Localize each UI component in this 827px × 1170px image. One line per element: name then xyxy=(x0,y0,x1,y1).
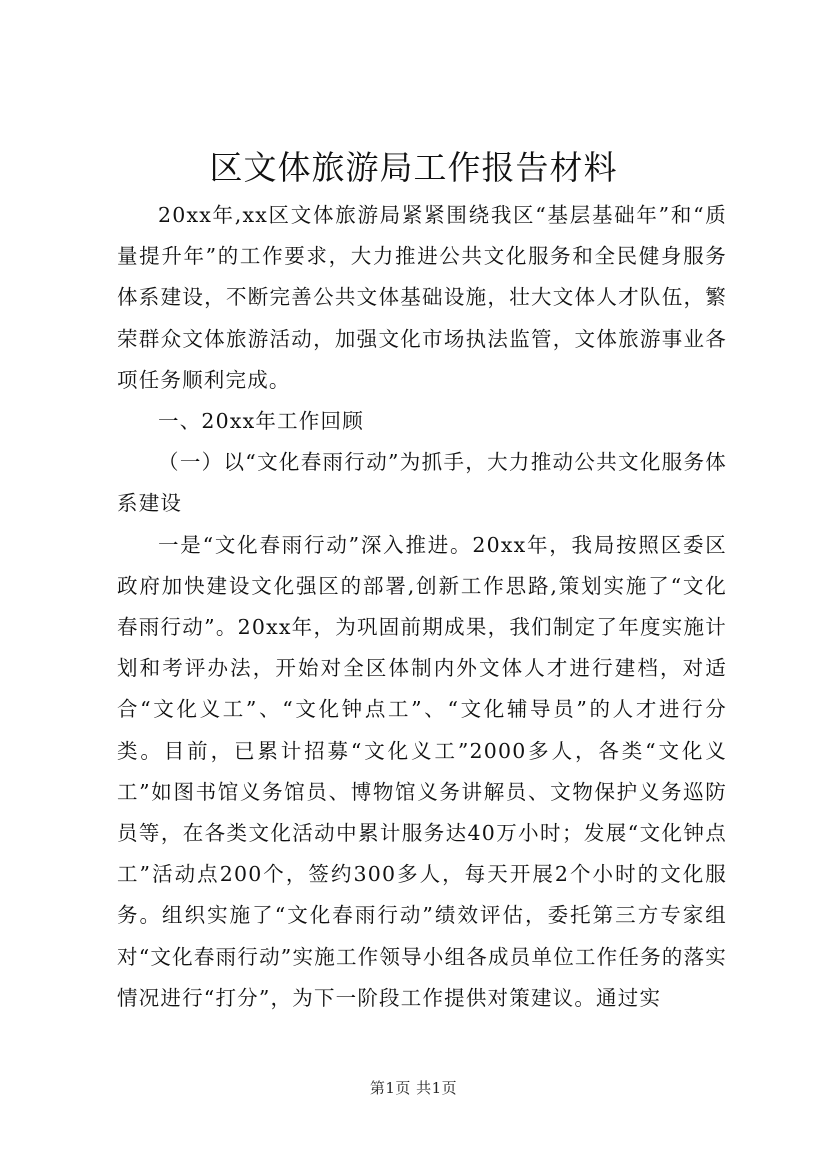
intro-paragraph: 20xx年,xx区文体旅游局紧紧围绕我区“基层基础年”和“质量提升年”的工作要求，大力推进公共文化服务和全民健身服务体系建设，不断完善公共文体基础设施，壮大文体人才队伍，繁荣群众文体旅游活动，加强文化市场执法监管，文体旅游事业各项任务顺利完成。 xyxy=(117,203,727,392)
point-paragraph-1: 一是“文化春雨行动”深入推进。20xx年，我局按照区委区政府加快建设文化强区的部署,创新工作思路,策划实施了“文化春雨行动”。20xx年，为巩固前期成果，我们制定了年度实施计划和考评办法，开始对全区体制内外文体人才进行建档，对适合“文化义工”、“文化钟点工”、“文化辅导员”的人才进行分类。目前，已累计招募“文化义工”2000多人，各类“文化义工”如图书馆义务馆员、博物馆义务讲解员、文物保护义务巡防员等，在各类文化活动中累计服务达40万小时；发展“文化钟点工”活动点200个，签约300多人，每天开展2个小时的文化服务。组织实施了“文化春雨行动”绩效评估，委托第三方专家组对“文化春雨行动”实施工作领导小组各成员单位工作任务的落实情况进行“打分”，为下一阶段工作提供对策建议。通过实 xyxy=(117,532,727,1010)
document-title: 区文体旅游局工作报告材料 xyxy=(209,148,618,187)
page-footer: 第1页 共1页 xyxy=(369,1079,458,1097)
section-heading-1: 一、20xx年工作回顾 xyxy=(158,409,364,434)
document-body xyxy=(117,195,727,1019)
subsection-heading-1: （一）以“文化春雨行动”为抓手，大力推动公共文化服务体系建设 xyxy=(117,450,727,516)
